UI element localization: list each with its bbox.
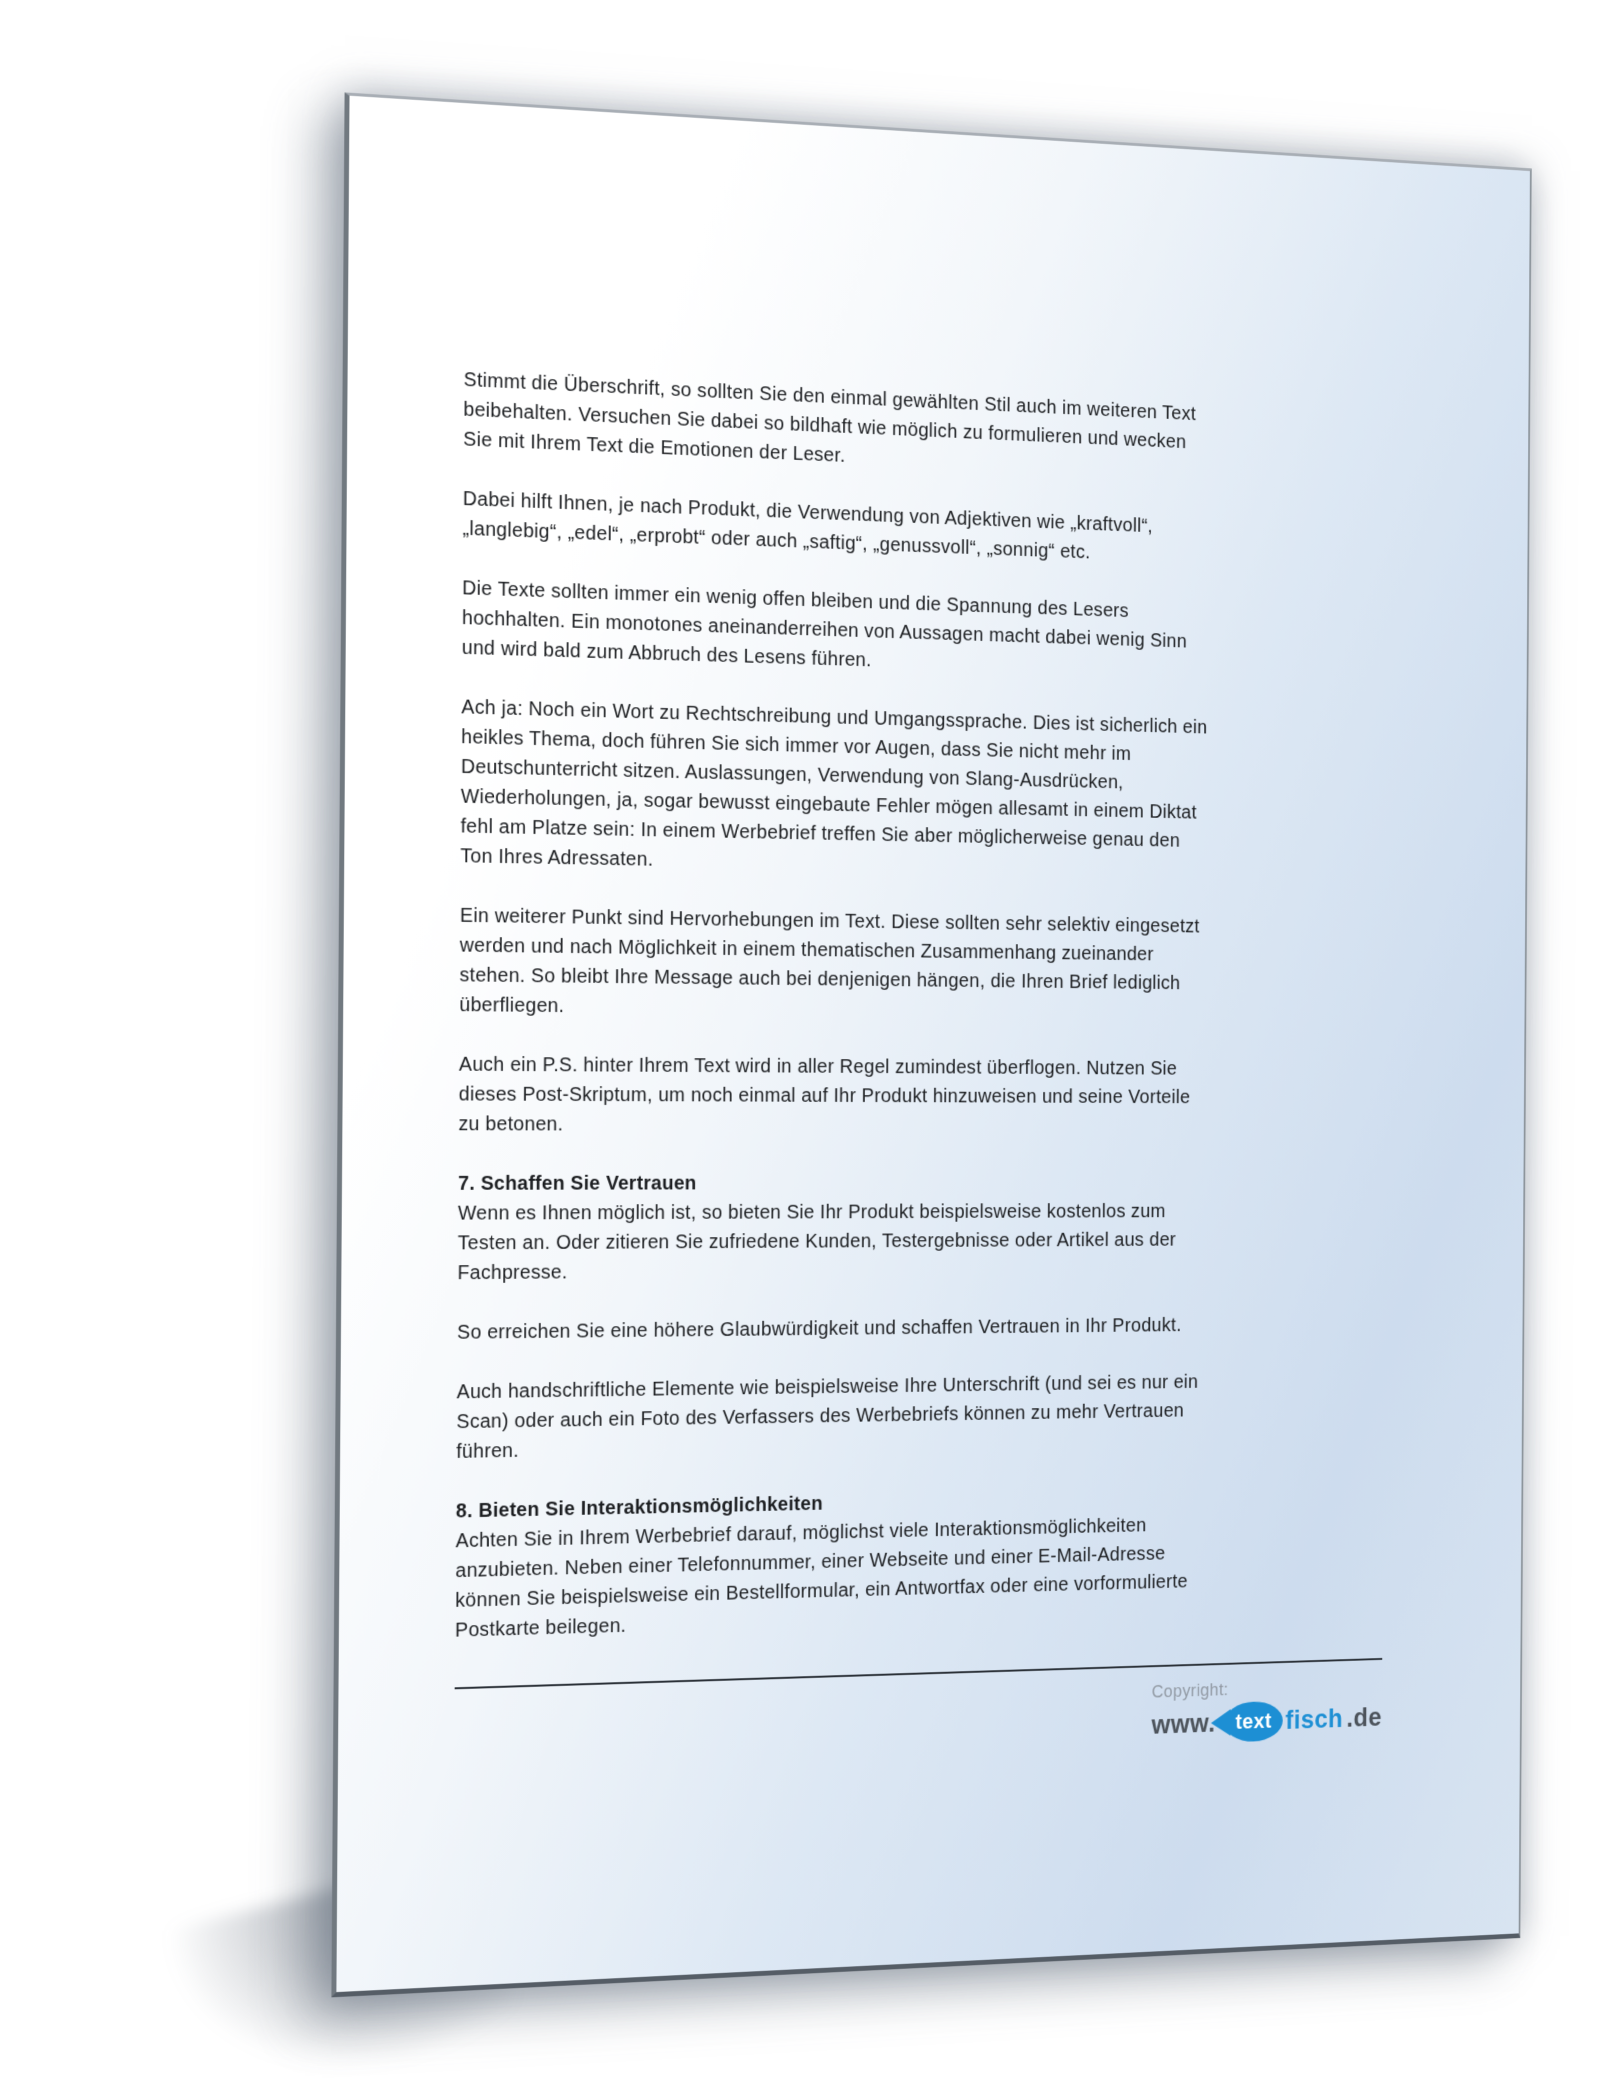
paragraph: So erreichen Sie eine höhere Glaubwürdigkeit und schaffen Vertrauen in Ihr Produkt. bbox=[457, 1314, 1182, 1344]
fish-body-shape: text bbox=[1224, 1701, 1283, 1743]
paragraph: Ach ja: Noch ein Wort zu Rechtschreibung und Umgangssprache. Dies ist sicherlich ein heikles Thema, doch führen Sie sich immer vor Augen, dass Sie nicht mehr im Deutschunterricht sitzen. Auslassungen, Verwendung von Slang-Ausdrücken, Wiederholungen, ja, sogar bewusst eingebaute Fehler mögen allesamt in einem Diktat fehl am Platze sein: In einem Werbebrief treffen Sie aber möglicherweise genau den Ton Ihres Adressaten. bbox=[460, 696, 1208, 871]
paragraph: Die Texte sollten immer ein wenig offen bleiben und die Spannung des Lesers hochhalten. Ein monotones aneinanderreihen von Aussagen macht dabei wenig Sinn und wird bald zum Abbruch des Lesens führen. bbox=[461, 577, 1188, 672]
copyright-label: Copyright: bbox=[1151, 1679, 1229, 1702]
logo-www-text: www. bbox=[1151, 1708, 1216, 1740]
section-heading-8: 8. Bieten Sie Interaktionsmöglichkeiten bbox=[455, 1493, 824, 1523]
footer-branding bbox=[1151, 1673, 1382, 1745]
paragraph: Auch handschriftliche Elemente wie beispielsweise Ihre Unterschrift (und sei es nur ein Scan) oder auch ein Foto des Verfassers des Werbebriefs können zu mehr Vertrauen führen. bbox=[456, 1371, 1199, 1463]
paragraph: Dabei hilft Ihnen, je nach Produkt, die Verwendung von Adjektiven wie „kraftvoll“, „langlebig“, „edel“, „erprobt“ oder auch „saftig“, „genussvoll“, „sonnig“ etc. bbox=[462, 488, 1153, 564]
textfisch-logo bbox=[1151, 1697, 1382, 1745]
fish-tail-shape bbox=[1211, 1709, 1231, 1736]
footer bbox=[454, 1673, 1382, 1771]
paragraph: Auch ein P.S. hinter Ihrem Text wird in aller Regel zumindest überflogen. Nutzen Sie dieses Post-Skriptum, um noch einmal auf Ihr Produkt hinzuweisen und seine Vorteile zu betonen. bbox=[458, 1053, 1191, 1136]
section-heading-7: 7. Schaffen Sie Vertrauen bbox=[458, 1172, 697, 1195]
logo-tld-text: .de bbox=[1346, 1702, 1382, 1733]
textfisch-fish-icon bbox=[1224, 1701, 1283, 1743]
paragraph: Achten Sie in Ihrem Werbebrief darauf, möglichst viele Interaktionsmöglichkeiten anzubieten. Neben einer Telefonnummer, einer Webseite und einer E-Mail-Adresse können Sie beispielsweise ein Bestellformular, ein Antwortfax oder eine vorformulierte Postkarte beilegen. bbox=[454, 1515, 1188, 1642]
paragraph: Stimmt die Überschrift, so sollten Sie den einmal gewählten Stil auch im weiteren Text beibehalten. Versuchen Sie dabei so bildhaft wie möglich zu formulieren und wecken Sie mit Ihrem Text die Emotionen der Leser. bbox=[463, 368, 1197, 467]
paragraph: Ein weiterer Punkt sind Hervorhebungen im Text. Diese sollten sehr selektiv eingesetzt werden und nach Möglichkeit in einem thematischen Zusammenhang zueinander stehen. So bleibt Ihre Message auch bei denjenigen hängen, die Ihren Brief lediglich überfliegen. bbox=[459, 904, 1200, 1017]
logo-fisch-text: fisch bbox=[1285, 1704, 1344, 1735]
document-content bbox=[336, 96, 1530, 1992]
document-sheet bbox=[331, 92, 1531, 1997]
paragraph: Wenn es Ihnen möglich ist, so bieten Sie Ihr Produkt beispielsweise kostenlos zum Testen an. Oder zitieren Sie zufriedene Kunden, Testergebnisse oder Artikel aus der Fachpresse. bbox=[457, 1200, 1177, 1285]
